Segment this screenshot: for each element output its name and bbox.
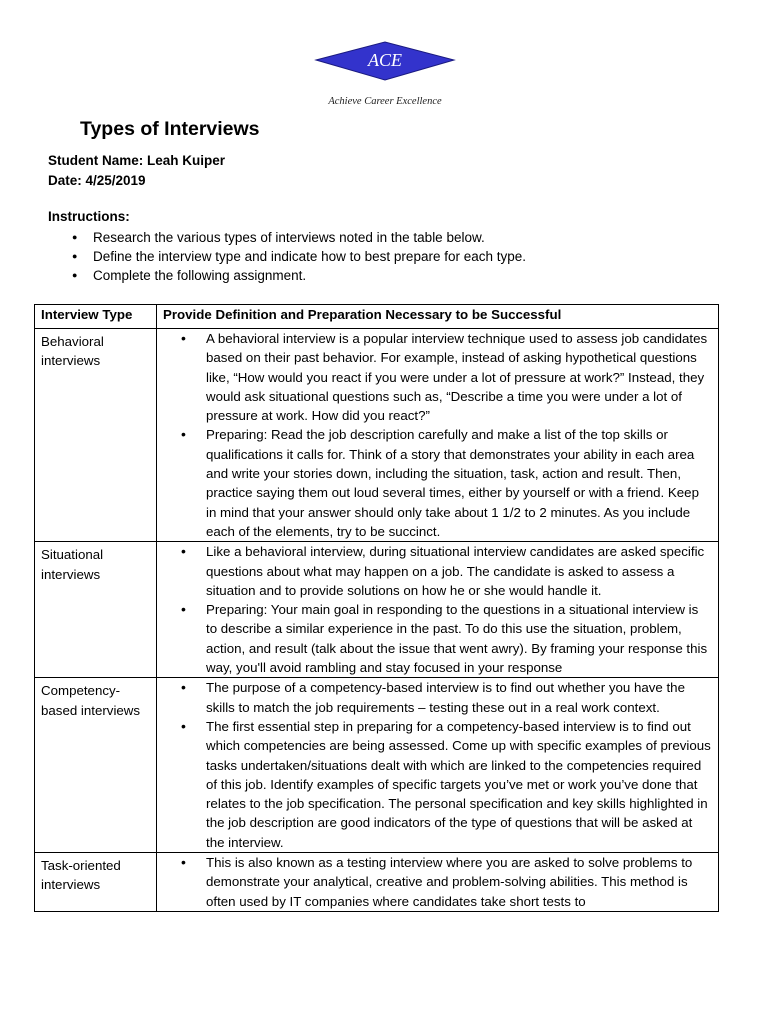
list-item: • The first essential step in preparing for a competency-based interview is to find out which competencies are being assessed. Come up with specific examples of previous tasks undertaken/situations dealt with which are linked to the competencies required of this job. Identify examples of specific targets you’ve met or work you’ve done that relates to the job specification. The personal specification and key skills highlighted in the job description are good indicators of the type of questions that will be asked at the interview. (161, 717, 712, 852)
date: Date: 4/25/2019 (48, 173, 146, 188)
list-item: ● Complete the following assignment. (48, 266, 526, 285)
table-header-row (35, 305, 719, 329)
table-row (35, 329, 719, 542)
student-name: Student Name: Leah Kuiper (48, 153, 226, 168)
table-row (35, 542, 719, 678)
interview-type-cell: Behavioral interviews (35, 329, 157, 542)
column-header-definition: Provide Definition and Preparation Necessary to be Successful (157, 305, 719, 329)
definition-cell (157, 678, 719, 853)
instructions-label: Instructions: (48, 209, 130, 224)
instructions-list (48, 228, 526, 285)
table-row (35, 678, 719, 853)
list-item: ● Define the interview type and indicate how to best prepare for each type. (48, 247, 526, 266)
list-item: ● Research the various types of interviews noted in the table below. (48, 228, 526, 247)
list-item: • The purpose of a competency-based interview is to find out whether you have the skills to match the job requirements – testing these out in a real work context. (161, 678, 712, 717)
logo-tagline: Achieve Career Excellence (328, 96, 442, 107)
logo-text: ACE (368, 50, 402, 70)
interview-type-cell: Task-oriented interviews (35, 853, 157, 912)
list-item: • A behavioral interview is a popular interview technique used to assess job candidates based on their past behavior. For example, instead of asking hypothetical questions like, “How would you react if you were under a lot of pressure at work?” Instead, they would ask situational questions such as, “Describe a time you were under a lot of pressure at work. How did you react?” (161, 329, 712, 425)
table-row (35, 853, 719, 912)
interview-types-table (34, 304, 719, 912)
page-title: Types of Interviews (80, 118, 260, 140)
definition-cell (157, 329, 719, 542)
definition-cell (157, 853, 719, 912)
diamond-logo-icon (310, 40, 460, 100)
list-item: • This is also known as a testing interview where you are asked to solve problems to demonstrate your analytical, creative and problem-solving abilities. This method is often used by IT companies where candidates take short tests to (161, 853, 712, 911)
list-item: • Preparing: Read the job description carefully and make a list of the top skills or qualifications it calls for. Think of a story that demonstrates your ability in each area and write your stories down, including the situation, task, action and result. Then, practice saying them out loud several times, either by yourself or with a friend. Keep in mind that your answer should only take about 1 1/2 to 2 minutes. As you include each of the elements, try to be succinct. (161, 425, 712, 541)
definition-cell (157, 542, 719, 678)
column-header-type: Interview Type (35, 305, 157, 329)
list-item: • Preparing: Your main goal in responding to the questions in a situational interview is to describe a similar experience in the past. To do this use the situation, problem, action, and result (talk about the issue that went awry). By framing your response this way, you'll avoid rambling and stay focused in your response (161, 600, 712, 677)
list-item: • Like a behavioral interview, during situational interview candidates are asked specific questions about what may happen on a job. The candidate is asked to assess a situation and to provide solutions on how he or she would handle it. (161, 542, 712, 600)
interview-type-cell: Competency-based interviews (35, 678, 157, 853)
interview-type-cell: Situational interviews (35, 542, 157, 678)
